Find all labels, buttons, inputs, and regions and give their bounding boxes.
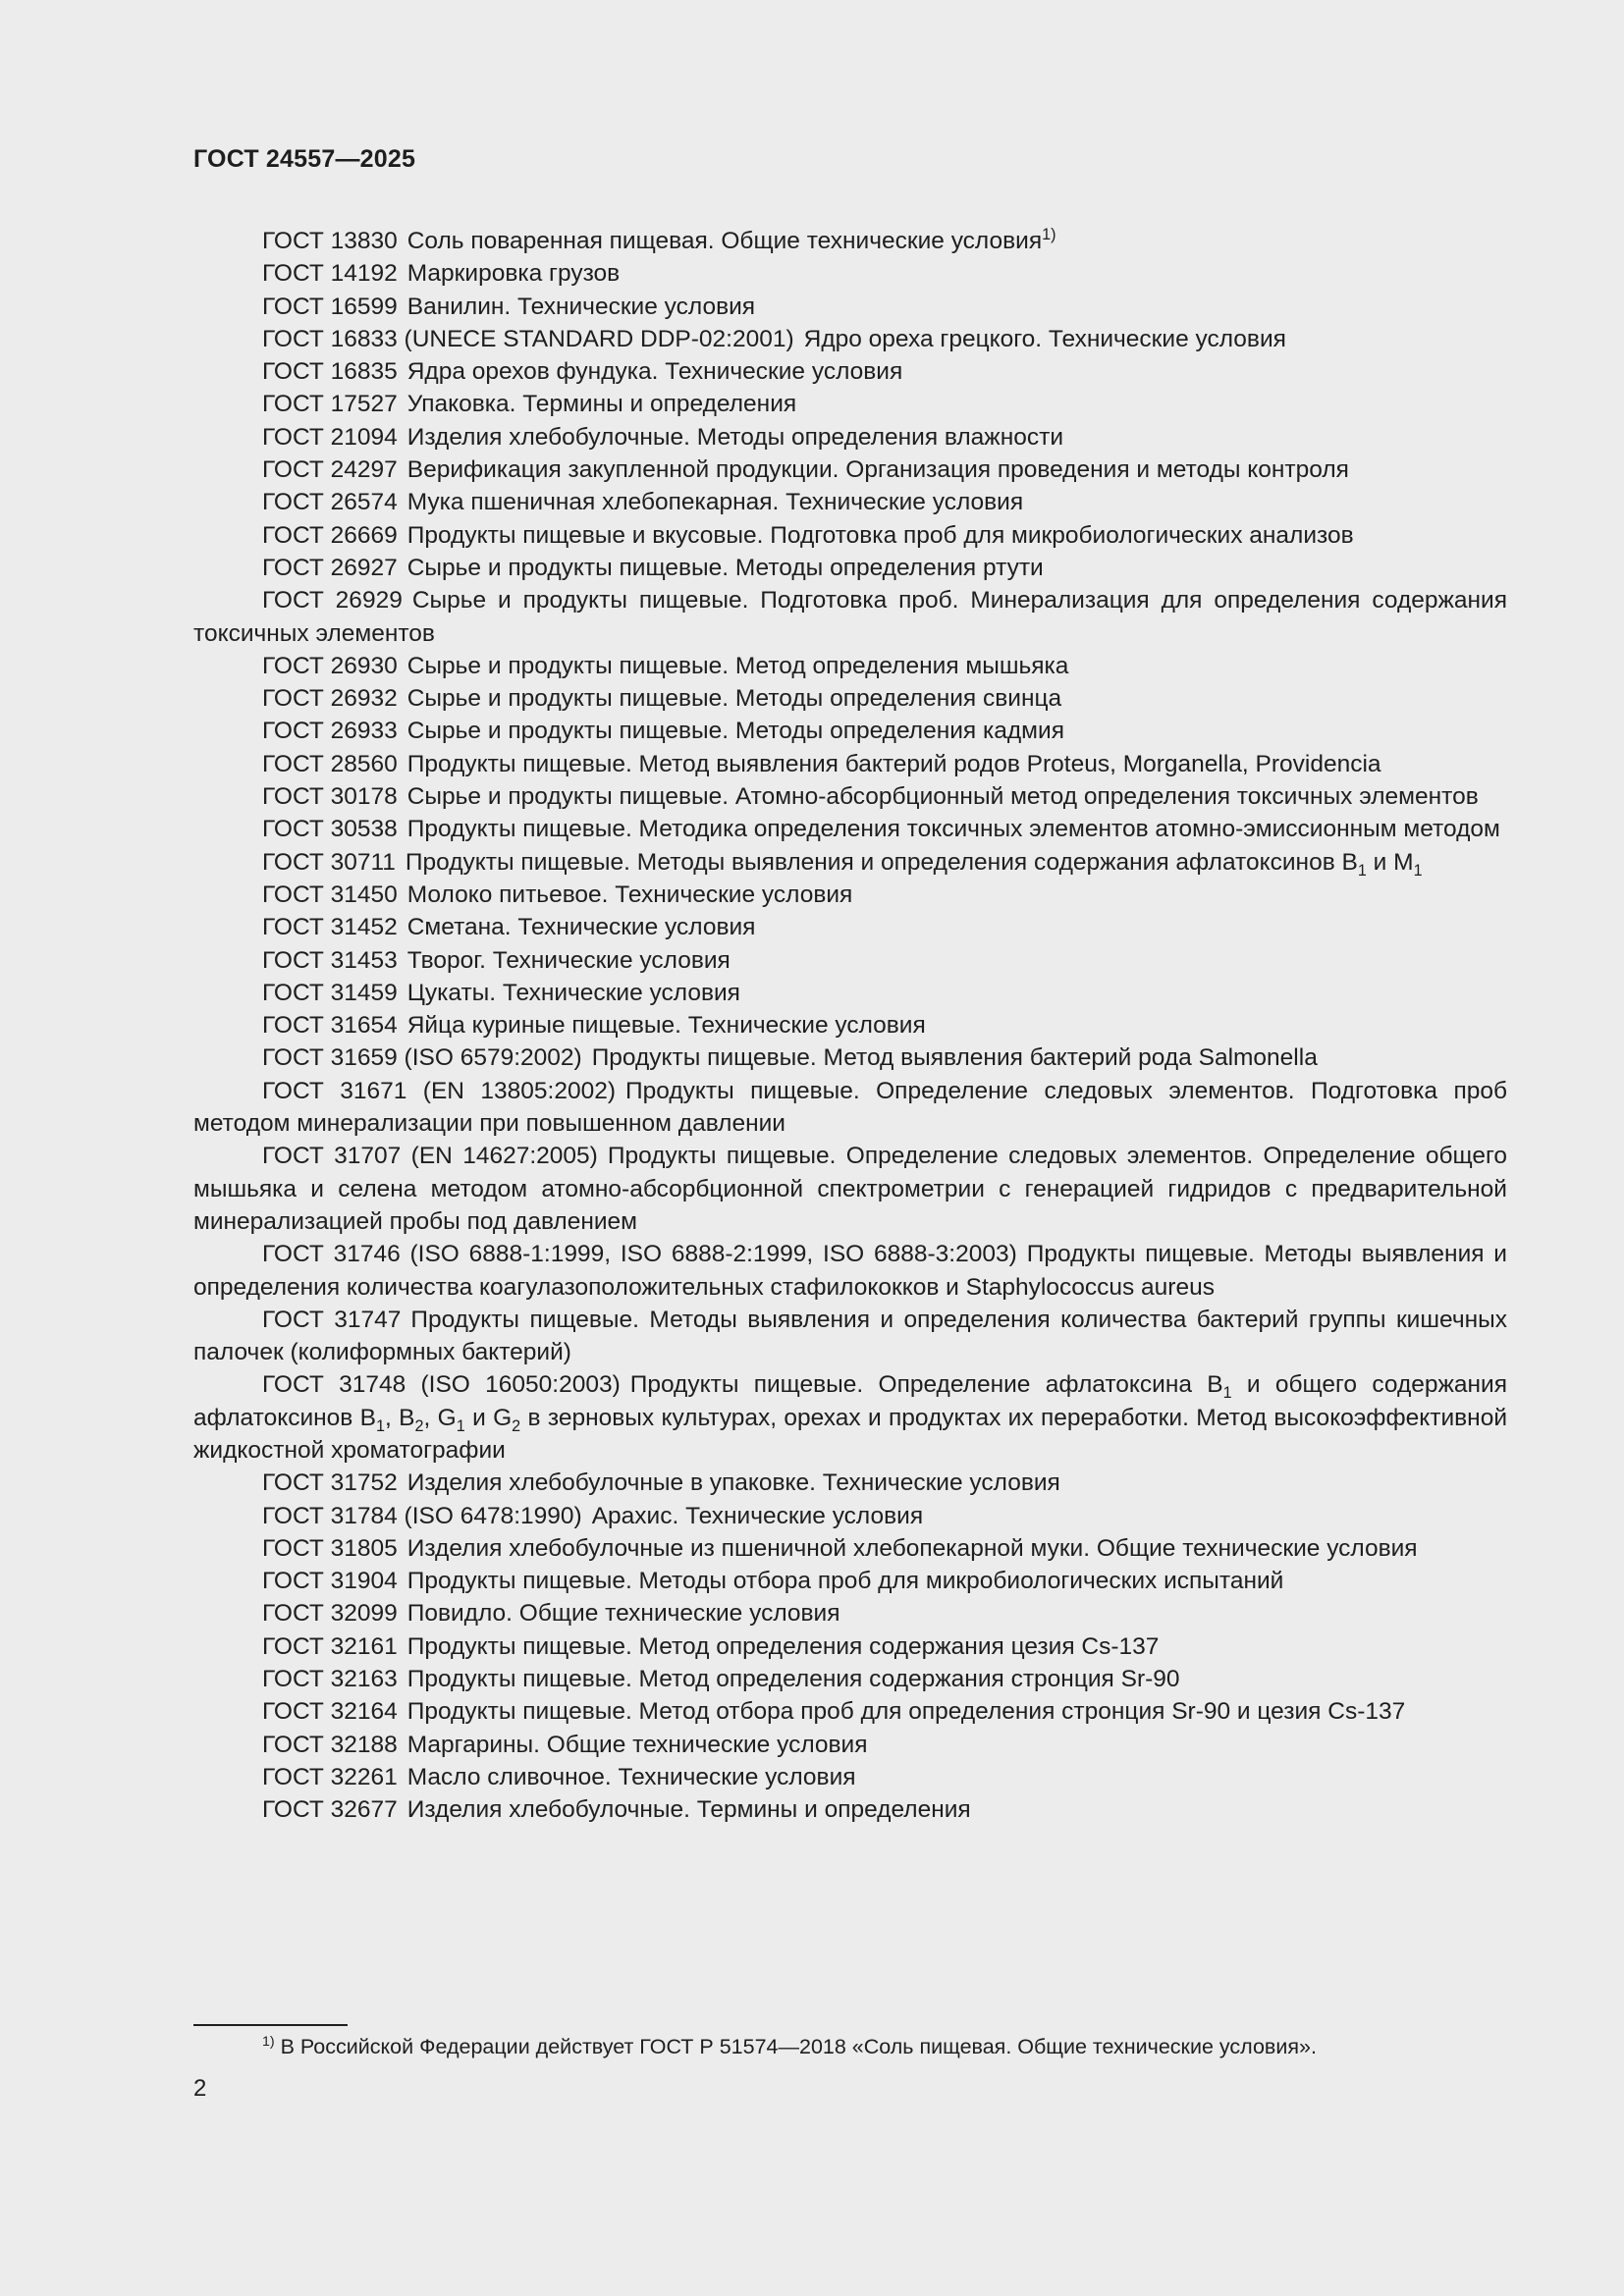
reference-title: Яйца куриные пищевые. Технические условия [406, 1012, 926, 1040]
subscript: 1 [376, 1416, 385, 1435]
reference-code: ГОСТ 31659 (ISO 6579:2002) [262, 1044, 582, 1072]
reference-item [193, 291, 1507, 323]
reference-code: ГОСТ 32164 [262, 1698, 398, 1726]
reference-code: ГОСТ 31450 [262, 881, 398, 908]
subscript: 1 [456, 1416, 465, 1435]
reference-title-part: и G [464, 1404, 513, 1431]
reference-item [193, 1532, 1507, 1565]
reference-title: Цукаты. Технические условия [406, 979, 740, 1006]
reference-title: Продукты пищевые. Методика определения токсичных элементов атомно-эмиссионным методом [406, 816, 1500, 843]
reference-code: ГОСТ 31671 (EN 13805:2002) [262, 1077, 617, 1104]
document-header: ГОСТ 24557—2025 [193, 145, 416, 173]
reference-title: Изделия хлебобулочные. Методы определения влажности [406, 423, 1064, 451]
reference-code: ГОСТ 31453 [262, 946, 398, 974]
reference-title: Изделия хлебобулочные из пшеничной хлебопекарной муки. Общие технические условия [406, 1534, 1418, 1562]
reference-item [193, 454, 1507, 486]
footnote-divider [193, 2024, 348, 2026]
reference-code: ГОСТ 31459 [262, 979, 398, 1006]
reference-title: Маргарины. Общие технические условия [406, 1731, 868, 1758]
reference-code: ГОСТ 16833 (UNECE STANDARD DDP-02:2001) [262, 325, 794, 352]
reference-item [193, 977, 1507, 1009]
reference-title-part: в зерновых культурах, орехах и продуктах их переработки. Метод высокоэффективной жидкостной хроматографии [193, 1404, 1508, 1464]
reference-item [193, 225, 1507, 257]
reference-code: ГОСТ 31752 [262, 1469, 398, 1497]
reference-title: Изделия хлебобулочные. Термины и определения [406, 1796, 971, 1824]
reference-item [193, 1467, 1507, 1499]
reference-code: ГОСТ 31784 (ISO 6478:1990) [262, 1502, 582, 1529]
subscript: 1 [1357, 861, 1367, 880]
reference-item [193, 388, 1507, 420]
reference-title: Верификация закупленной продукции. Организация проведения и методы контроля [406, 456, 1349, 484]
reference-code: ГОСТ 26930 [262, 652, 398, 679]
reference-title: Продукты пищевые. Определение следовых элементов. Определение общего мышьяка и селена методом атомно-абсорбционной спектрометрии с генерацией гидридов с предварительной минерализацией пробы под давлением [193, 1143, 1508, 1235]
reference-item [193, 355, 1507, 388]
reference-title: Сырье и продукты пищевые. Атомно-абсорбционный метод определения токсичных элементов [406, 783, 1479, 811]
reference-code: ГОСТ 31904 [262, 1568, 398, 1595]
reference-code: ГОСТ 26929 [262, 587, 403, 614]
reference-code: ГОСТ 31805 [262, 1534, 398, 1562]
reference-item [193, 1793, 1507, 1826]
reference-item [193, 1663, 1507, 1695]
reference-code: ГОСТ 31707 (EN 14627:2005) [262, 1143, 598, 1170]
reference-code: ГОСТ 24297 [262, 456, 398, 484]
subscript: 1 [1413, 861, 1423, 880]
reference-title-part: и общего содержания афлатоксинов B [193, 1371, 1507, 1431]
reference-item [193, 1009, 1507, 1041]
reference-title: Повидло. Общие технические условия [406, 1600, 840, 1628]
reference-item [193, 1565, 1507, 1597]
page-number: 2 [193, 2075, 207, 2102]
reference-item [193, 911, 1507, 943]
reference-item [193, 944, 1507, 977]
reference-code: ГОСТ 32188 [262, 1731, 398, 1758]
reference-title: Сырье и продукты пищевые. Методы определения ртути [406, 554, 1044, 581]
reference-title: Продукты пищевые. Метод отбора проб для определения стронция Sr-90 и цезия Cs-137 [406, 1698, 1406, 1726]
reference-item [193, 1729, 1507, 1761]
reference-title: Продукты пищевые. Методы отбора проб для микробиологических испытаний [406, 1568, 1284, 1595]
reference-title: Сырье и продукты пищевые. Метод определения мышьяка [406, 652, 1069, 679]
reference-item [193, 1075, 1507, 1141]
reference-item [193, 421, 1507, 454]
subscript: 1 [1222, 1384, 1232, 1403]
reference-item [193, 1761, 1507, 1793]
reference-title-part: , G [423, 1404, 457, 1431]
reference-item [193, 1238, 1507, 1304]
reference-code: ГОСТ 32261 [262, 1763, 398, 1790]
reference-title: Масло сливочное. Технические условия [406, 1763, 856, 1790]
reference-code: ГОСТ 28560 [262, 750, 398, 777]
subscript: 2 [512, 1416, 521, 1435]
reference-code: ГОСТ 30538 [262, 816, 398, 843]
reference-code: ГОСТ 31452 [262, 914, 398, 941]
reference-item [193, 846, 1507, 879]
reference-code: ГОСТ 26669 [262, 521, 398, 549]
reference-item [193, 1140, 1507, 1238]
reference-item [193, 552, 1507, 584]
reference-title: Упаковка. Термины и определения [406, 391, 797, 418]
reference-title: Продукты пищевые. Методы выявления и определения количества коагулазоположительных стафилококков и Staphylococcus aureus [193, 1241, 1507, 1301]
reference-title: Продукты пищевые. Методы выявления и определения количества бактерий группы кишечных палочек (колиформных бактерий) [193, 1306, 1507, 1366]
reference-title: Ядро ореха грецкого. Технические условия [803, 325, 1286, 352]
reference-item [193, 1041, 1507, 1074]
reference-code: ГОСТ 32099 [262, 1600, 398, 1628]
reference-code: ГОСТ 14192 [262, 260, 398, 288]
reference-title: Продукты пищевые. Определение следовых элементов. Подготовка проб методом минерализации при повышенном давлении [193, 1077, 1507, 1138]
footnote-marker: 1) [1042, 225, 1056, 243]
reference-code: ГОСТ 31654 [262, 1012, 398, 1040]
reference-item [193, 879, 1507, 911]
reference-item [193, 1630, 1507, 1663]
reference-title: Арахис. Технические условия [591, 1502, 924, 1529]
reference-title: Маркировка грузов [406, 260, 621, 288]
reference-item [193, 1597, 1507, 1629]
reference-title-part: , B [385, 1404, 415, 1431]
reference-code: ГОСТ 31747 [262, 1306, 402, 1333]
reference-title: Сметана. Технические условия [406, 914, 756, 941]
reference-item [193, 584, 1507, 650]
reference-title: Продукты пищевые. Метод определения содержания цезия Cs-137 [406, 1632, 1160, 1660]
reference-title: Мука пшеничная хлебопекарная. Технические условия [406, 489, 1024, 516]
reference-code: ГОСТ 26932 [262, 685, 398, 713]
reference-code: ГОСТ 31748 (ISO 16050:2003) [262, 1371, 621, 1399]
reference-code: ГОСТ 17527 [262, 391, 398, 418]
reference-code: ГОСТ 16835 [262, 358, 398, 386]
reference-item [193, 813, 1507, 845]
subscript: 2 [414, 1416, 424, 1435]
reference-title: Сырье и продукты пищевые. Методы определения кадмия [406, 718, 1064, 745]
reference-item [193, 715, 1507, 747]
reference-item [193, 1368, 1507, 1467]
reference-title: Продукты пищевые. Метод выявления бактерий рода Salmonella [591, 1044, 1318, 1072]
reference-title: Сырье и продукты пищевые. Методы определения свинца [406, 685, 1062, 713]
reference-item [193, 1695, 1507, 1728]
reference-code: ГОСТ 13830 [262, 228, 398, 254]
reference-code: ГОСТ 16599 [262, 293, 398, 320]
reference-title: Продукты пищевые и вкусовые. Подготовка проб для микробиологических анализов [406, 521, 1354, 549]
reference-title: Сырье и продукты пищевые. Подготовка проб. Минерализация для определения содержания токсичных элементов [193, 587, 1508, 647]
reference-title: Продукты пищевые. Метод выявления бактерий родов Proteus, Morganella, Providencia [406, 750, 1381, 777]
reference-code: ГОСТ 30711 [262, 848, 396, 876]
reference-item [193, 486, 1507, 518]
reference-item [193, 257, 1507, 290]
reference-title-part: Продукты пищевые. Методы выявления и определения содержания афлатоксинов B [405, 848, 1358, 876]
reference-code: ГОСТ 30178 [262, 783, 398, 811]
reference-item [193, 323, 1507, 355]
reference-code: ГОСТ 32677 [262, 1796, 398, 1824]
footnote [262, 2032, 1317, 2061]
reference-item [193, 682, 1507, 715]
reference-item [193, 780, 1507, 813]
footnote-marker: 1) [262, 2033, 275, 2050]
reference-title: Изделия хлебобулочные в упаковке. Технические условия [406, 1469, 1060, 1497]
reference-title: Молоко питьевое. Технические условия [406, 881, 853, 908]
reference-code: ГОСТ 26574 [262, 489, 398, 516]
normative-references-list [193, 225, 1507, 1827]
reference-title: Ядра орехов фундука. Технические условия [406, 358, 903, 386]
reference-title-part: Продукты пищевые. Определение афлатоксина B [629, 1371, 1223, 1399]
reference-title: Ванилин. Технические условия [406, 293, 756, 320]
reference-code: ГОСТ 26927 [262, 554, 398, 581]
reference-code: ГОСТ 21094 [262, 423, 398, 451]
reference-title: Творог. Технические условия [406, 946, 731, 974]
footnote-text: В Российской Федерации действует ГОСТ Р 51574—2018 «Соль пищевая. Общие технические условия». [274, 2035, 1317, 2058]
reference-item [193, 650, 1507, 682]
reference-title-part: и M [1366, 848, 1414, 876]
reference-code: ГОСТ 26933 [262, 718, 398, 745]
reference-item [193, 1304, 1507, 1369]
reference-item [193, 1500, 1507, 1532]
reference-code: ГОСТ 31746 (ISO 6888-1:1999, ISO 6888-2:1999, ISO 6888-3:2003) [262, 1241, 1017, 1268]
reference-item [193, 748, 1507, 780]
reference-title: Соль поваренная пищевая. Общие технические условия [406, 228, 1043, 254]
reference-title: Продукты пищевые. Метод определения содержания стронция Sr-90 [406, 1666, 1180, 1693]
reference-item [193, 519, 1507, 552]
reference-code: ГОСТ 32163 [262, 1666, 398, 1693]
reference-code: ГОСТ 32161 [262, 1632, 398, 1660]
